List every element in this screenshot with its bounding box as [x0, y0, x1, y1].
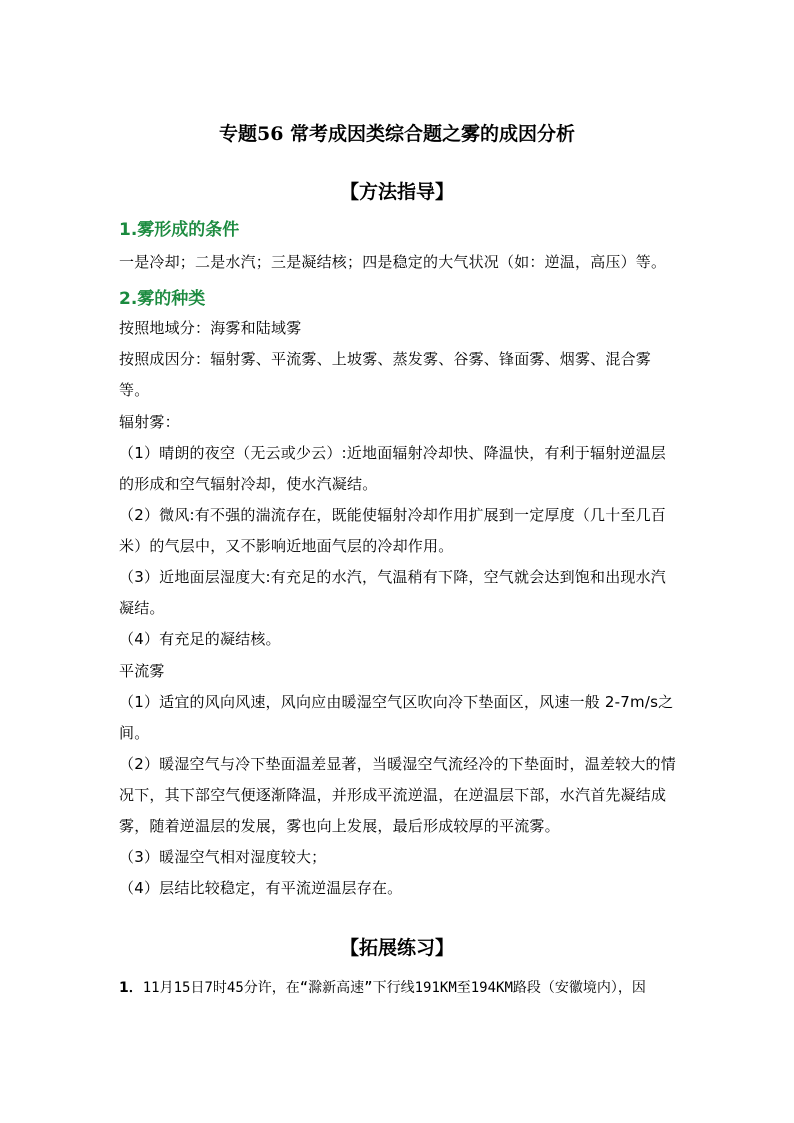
paragraph-radiation-1: （1）晴朗的夜空（无云或少云）:近地面辐射冷却快、降温快，有利于辐射逆温层的形成和空气辐射冷却，使水汽凝结。 — [119, 444, 667, 493]
paragraph-radiation-fog: 辐射雾： — [119, 413, 180, 431]
heading-conditions: 1.雾形成的条件 — [119, 220, 240, 240]
question-number: 1． — [119, 980, 143, 996]
paragraph-radiation-3: （3）近地面层湿度大:有充足的水汽，气温稍有下降，空气就会达到饱和出现水汽凝结。 — [119, 568, 667, 617]
paragraph-radiation-4: （4）有充足的凝结核。 — [119, 630, 281, 648]
heading-types: 2.雾的种类 — [119, 289, 206, 309]
paragraph-conditions: 一是冷却；二是水汽；三是凝结核；四是稳定的大气状况（如：逆温，高压）等。 — [119, 253, 667, 271]
paragraph-advection-1: （1）适宜的风向风速，风向应由暖湿空气区吹向冷下垫面区，风速一般 2-7m/s之间。 — [119, 693, 674, 742]
paragraph-advection-4: （4）层结比较稳定，有平流逆温层存在。 — [119, 879, 403, 897]
question-1 — [119, 973, 679, 1004]
paragraph-advection-2: （2）暖湿空气与冷下垫面温差显著，当暖湿空气流经冷的下垫面时，温差较大的情况下，其下部空气便逐渐降温，并形成平流逆温，在逆温层下部，水汽首先凝结成雾，随着逆温层的发展，雾也向上发展，最后形成较厚的平流雾。 — [119, 755, 676, 835]
paragraph-advection-fog: 平流雾 — [119, 662, 165, 680]
method-header: 【方法指导】 — [339, 181, 454, 203]
page-title: 专题56 常考成因类综合题之雾的成因分析 — [218, 123, 576, 145]
paragraph-region: 按照地域分：海雾和陆域雾 — [119, 319, 302, 337]
paragraph-advection-3: （3）暖湿空气相对湿度较大； — [119, 848, 327, 866]
paragraph-cause: 按照成因分：辐射雾、平流雾、上坡雾、蒸发雾、谷雾、锋面雾、烟雾、混合雾等。 — [119, 350, 652, 399]
question-text: 11月15日7时45分许，在“滁新高速”下行线191KM至194KM路段（安徽境内），因 — [142, 980, 646, 996]
practice-header: 【拓展练习】 — [339, 937, 454, 959]
paragraph-radiation-2: （2）微风:有不强的湍流存在，既能使辐射冷却作用扩展到一定厚度（几十至几百米）的气层中，又不影响近地面气层的冷却作用。 — [119, 506, 667, 555]
